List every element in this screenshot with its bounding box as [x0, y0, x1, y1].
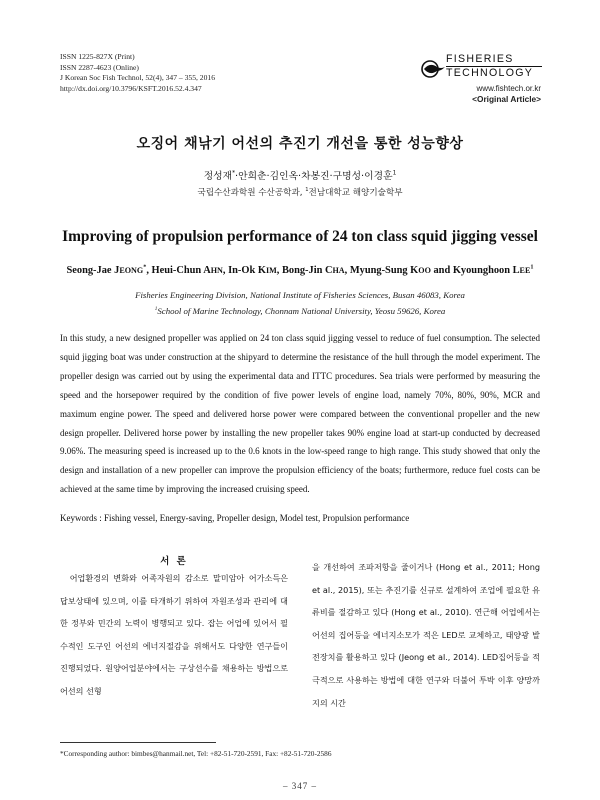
english-affiliation-2 [0, 306, 600, 316]
english-affiliation-1: Fisheries Engineering Division, National Institute of Fisheries Sciences, Busan 46083, Korea [135, 290, 465, 300]
author-name: Seong-Jae J [66, 265, 120, 276]
english-title: Improving of propulsion performance of 24 ton class squid jigging vessel [62, 228, 538, 245]
author-name: and Kyounghoon L [430, 265, 520, 276]
article-type: <Original Article> [472, 94, 541, 104]
logo-divider [446, 66, 542, 67]
footnote-divider [60, 742, 216, 743]
korean-affiliations [0, 186, 600, 198]
korean-affiliation-1: 국립수산과학원 수산공학과, [197, 188, 306, 198]
author-surname-sc: IM [265, 266, 277, 275]
author-name: , In-Ok K [222, 265, 266, 276]
logo-line-1: FISHERIES [446, 53, 514, 65]
author-surname-sc: OO [418, 266, 431, 275]
author-surname-sc: EE [519, 266, 531, 275]
author-surname-sc: HN [210, 266, 223, 275]
corresponding-mark: * [232, 170, 236, 177]
author-name: , Heui-Chun A [146, 265, 211, 276]
affiliation-mark: 1 [392, 170, 397, 177]
affiliation-mark: 1 [530, 263, 534, 271]
affiliation-mark: 1 [305, 187, 309, 194]
issn-online: ISSN 2287-4623 (Online) [60, 62, 139, 72]
english-authors [0, 265, 600, 276]
author-surname-sc: EONG [119, 266, 144, 275]
keywords: Keywords : Fishing vessel, Energy-saving, Propeller design, Model test, Propulsion performance [60, 513, 410, 523]
korean-title: 오징어 채낚기 어선의 추진기 개선을 통한 성능향상 [136, 136, 464, 152]
author-name: , Myung-Sung K [344, 265, 419, 276]
logo-line-2: TECHNOLOGY [446, 66, 534, 79]
korean-authors [0, 168, 600, 182]
issn-print: ISSN 1225-827X (Print) [60, 52, 135, 61]
affiliation-mark: 1 [154, 306, 158, 313]
english-affiliation-2-text: School of Marine Technology, Chonnam National University, Yeosu 59626, Korea [157, 306, 446, 316]
korean-author-1: 정성재 [203, 171, 233, 182]
section-heading-introduction: 서 론 [160, 556, 188, 567]
author-name: , Bong-Jin C [276, 265, 333, 276]
page-number: – 347 – [283, 781, 317, 791]
journal-metadata [60, 52, 215, 94]
fisheries-emblem-icon [420, 56, 446, 80]
journal-website[interactable]: www.fishtech.or.kr [476, 84, 541, 93]
doi-link[interactable]: http://dx.doi.org/10.3796/KSFT.2016.52.4.347 [60, 83, 202, 93]
author-surname-sc: HA [332, 266, 345, 275]
intro-column-left: 어업환경의 변화와 어족자원의 감소로 말미암아 어가소득은 답보상태에 있으며, 이를 타개하기 위하여 자원조성과 관리에 대한 정부와 민간의 노력이 병행되고 있다. 잡는 어업에 있어서 필수적인 도구인 어선의 에너지절감을 위해서도 다양한 연구들이 진행되었다. 원양어업분야에서는 구상선수를 채용하는 방법으로 어선의 선형 [60, 573, 288, 696]
corresponding-mark: * [143, 263, 147, 271]
corresponding-author-footnote: *Corresponding author: bimbes@hanmail.net, Tel: +82-51-720-2591, Fax: +82-51-720-2586 [60, 749, 332, 758]
intro-column-right: 을 개선하여 조파저항을 줄이거나 (Hong et al., 2011; Hong et al., 2015), 또는 추진기를 신규로 설계하여 조업에 필요한 유류비를 절감하고 있다 (Hong et al., 2010). 연근해 어업에서는 어선의 집어등을 에너지소모가 적은 LED로 교체하고, 태양광 발전장치를 활용하고 있다 (Jeong et al., 2014). LED집어등을 적극적으로 사용하는 방법에 대한 연구와 더불어 투박 이후 양망까지의 시간 [312, 562, 540, 708]
korean-affiliation-2: 전남대학교 해양기술학부 [308, 188, 403, 198]
korean-authors-rest: ·안희춘·김인옥·차봉진·구명성·이경훈 [235, 171, 393, 182]
citation: J Korean Soc Fish Technol, 52(4), 347 – 355, 2016 [60, 73, 215, 83]
abstract: In this study, a new designed propeller was applied on 24 ton class squid jigging vessel to reduce of fuel consumption. The selected squid jigging boat was under construction at the shipyard to determine the resistance of the hull through the model experiment. The propeller design was carried out by using the experimental data and ITTC procedures. Sea trials were performed by measuring the speed and the horsepower required by the condition of five power levels of engine load, namely 70%, 80%, 90%, MCR and maximum engine power. The speed and delivered horse power were compared between the conventional propeller and the new design propeller. Delivered horse power by installing the new propeller takes 90% engine load at start-up conducted by decreased 9.06%. The measuring speed is increased up to the 0.6 knots in the low-speed range to high range. This study showed that only the design and installation of a new propeller can improve the propulsion efficiency of the boats; furthermore, reduce fuel costs can be achieved at the same time by improving the increased cruising speed. [60, 333, 540, 495]
